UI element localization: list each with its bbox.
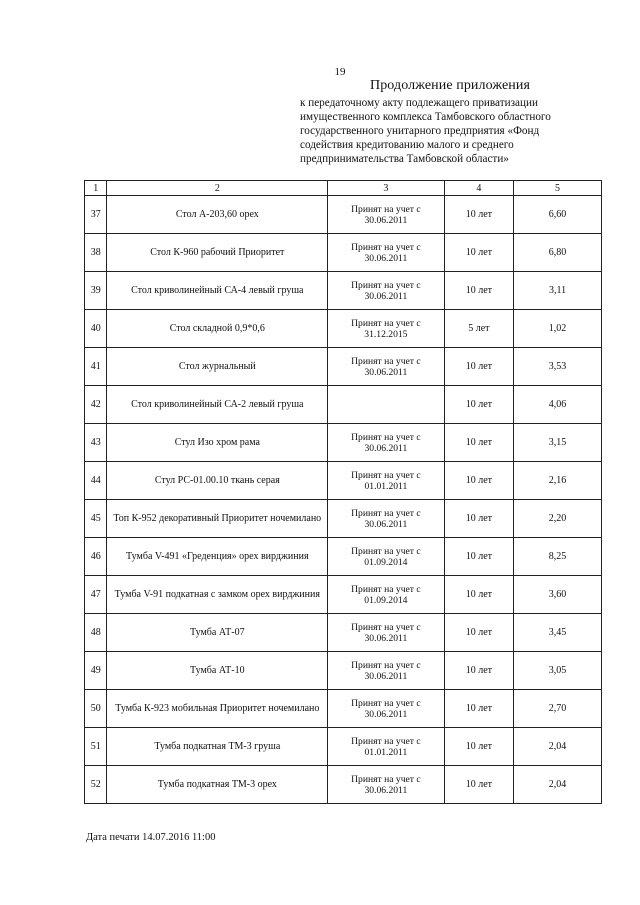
registration-date: 30.06.2011: [364, 214, 408, 226]
table-row: [85, 234, 602, 272]
item-name: Стол криволинейный СА-4 левый груша: [107, 272, 328, 310]
useful-life: 10 лет: [444, 690, 513, 728]
registration-cell: [328, 652, 444, 690]
item-value: 2,04: [514, 728, 602, 766]
item-value: 8,25: [514, 538, 602, 576]
item-name: Тумба АТ-10: [107, 652, 328, 690]
registration-date: 30.06.2011: [364, 708, 408, 720]
registration-date: 30.06.2011: [364, 784, 408, 796]
row-number: 37: [85, 196, 107, 234]
column-header: 5: [514, 181, 602, 196]
registration-status: Принят на учет с: [351, 659, 421, 671]
table-row: [85, 310, 602, 348]
registration-date: 30.06.2011: [364, 290, 408, 302]
registration-status: Принят на учет с: [351, 469, 421, 481]
registration-cell: [328, 500, 444, 538]
table-body: [85, 196, 602, 804]
useful-life: 10 лет: [444, 348, 513, 386]
item-name: Стул Изо хром рама: [107, 424, 328, 462]
item-value: 3,60: [514, 576, 602, 614]
registration-date: 30.06.2011: [364, 252, 408, 264]
useful-life: 10 лет: [444, 500, 513, 538]
page-number: 19: [334, 66, 346, 78]
item-name: Тумба АТ-07: [107, 614, 328, 652]
table-row: [85, 196, 602, 234]
column-header: 1: [85, 181, 107, 196]
useful-life: 10 лет: [444, 576, 513, 614]
item-name: Стол криволинейный СА-2 левый груша: [107, 386, 328, 424]
item-name: Тумба подкатная ТМ-3 груша: [107, 728, 328, 766]
registration-cell: [328, 310, 444, 348]
useful-life: 10 лет: [444, 538, 513, 576]
column-header: 3: [328, 181, 444, 196]
row-number: 40: [85, 310, 107, 348]
item-name: Стол журнальный: [107, 348, 328, 386]
header-line: государственного унитарного предприятия «Фонд: [300, 125, 540, 137]
table-row: [85, 500, 602, 538]
item-value: 3,53: [514, 348, 602, 386]
useful-life: 5 лет: [444, 310, 513, 348]
item-value: 3,15: [514, 424, 602, 462]
item-value: 2,20: [514, 500, 602, 538]
useful-life: 10 лет: [444, 272, 513, 310]
asset-table: [84, 180, 602, 804]
table-row: [85, 728, 602, 766]
useful-life: 10 лет: [444, 386, 513, 424]
registration-status: Принят на учет с: [351, 621, 421, 633]
item-name: Стол К-960 рабочий Приоритет: [107, 234, 328, 272]
table-row: [85, 652, 602, 690]
item-value: 2,16: [514, 462, 602, 500]
table-row: [85, 386, 602, 424]
table-row: [85, 614, 602, 652]
row-number: 51: [85, 728, 107, 766]
item-value: 2,70: [514, 690, 602, 728]
item-name: Тумба К-923 мобильная Приоритет ночемилано: [107, 690, 328, 728]
registration-status: Принят на учет с: [351, 697, 421, 709]
item-name: Топ К-952 декоративный Приоритет ночемилано: [107, 500, 328, 538]
useful-life: 10 лет: [444, 234, 513, 272]
registration-status: Принят на учет с: [351, 545, 421, 557]
registration-status: Принят на учет с: [351, 317, 421, 329]
item-value: 3,05: [514, 652, 602, 690]
registration-date: 30.06.2011: [364, 442, 408, 454]
registration-cell: [328, 272, 444, 310]
item-value: 3,11: [514, 272, 602, 310]
registration-cell: [328, 386, 444, 424]
item-name: Стол А-203,60 орех: [107, 196, 328, 234]
registration-cell: [328, 424, 444, 462]
header-line: предпринимательства Тамбовской области»: [300, 153, 509, 165]
item-value: 6,60: [514, 196, 602, 234]
registration-date: 01.09.2014: [364, 556, 408, 568]
item-value: 2,04: [514, 766, 602, 804]
row-number: 48: [85, 614, 107, 652]
table-row: [85, 424, 602, 462]
registration-cell: [328, 614, 444, 652]
registration-status: Принят на учет с: [351, 355, 421, 367]
row-number: 39: [85, 272, 107, 310]
registration-cell: [328, 234, 444, 272]
registration-cell: [328, 196, 444, 234]
registration-date: 01.01.2011: [364, 746, 408, 758]
useful-life: 10 лет: [444, 652, 513, 690]
table-row: [85, 538, 602, 576]
registration-status: Принят на учет с: [351, 773, 421, 785]
item-name: Тумба подкатная ТМ-3 орех: [107, 766, 328, 804]
table-row: [85, 462, 602, 500]
useful-life: 10 лет: [444, 614, 513, 652]
registration-cell: [328, 728, 444, 766]
item-value: 3,45: [514, 614, 602, 652]
row-number: 38: [85, 234, 107, 272]
registration-date: 01.01.2011: [364, 480, 408, 492]
item-value: 4,06: [514, 386, 602, 424]
registration-date: 30.06.2011: [364, 366, 408, 378]
registration-status: Принят на учет с: [351, 507, 421, 519]
item-value: 1,02: [514, 310, 602, 348]
useful-life: 10 лет: [444, 766, 513, 804]
registration-date: 01.09.2014: [364, 594, 408, 606]
useful-life: 10 лет: [444, 728, 513, 766]
registration-cell: [328, 690, 444, 728]
table-header-row: [85, 181, 602, 196]
table-row: [85, 576, 602, 614]
useful-life: 10 лет: [444, 196, 513, 234]
registration-cell: [328, 348, 444, 386]
registration-date: 31.12.2015: [364, 328, 408, 340]
item-value: 6,80: [514, 234, 602, 272]
column-header: 2: [107, 181, 328, 196]
item-name: Тумба V-491 «Греденция» орех вирджиния: [107, 538, 328, 576]
row-number: 50: [85, 690, 107, 728]
registration-status: Принят на учет с: [351, 735, 421, 747]
row-number: 46: [85, 538, 107, 576]
registration-cell: [328, 576, 444, 614]
row-number: 49: [85, 652, 107, 690]
registration-date: 30.06.2011: [364, 670, 408, 682]
appendix-header: [300, 78, 600, 166]
table-row: [85, 272, 602, 310]
item-name: Стул РС-01.00.10 ткань серая: [107, 462, 328, 500]
row-number: 52: [85, 766, 107, 804]
header-line: содействия кредитованию малого и среднего: [300, 139, 514, 151]
header-line: к передаточному акту подлежащего приватизации: [300, 97, 538, 109]
table-row: [85, 348, 602, 386]
row-number: 44: [85, 462, 107, 500]
row-number: 47: [85, 576, 107, 614]
useful-life: 10 лет: [444, 462, 513, 500]
row-number: 42: [85, 386, 107, 424]
row-number: 43: [85, 424, 107, 462]
row-number: 45: [85, 500, 107, 538]
registration-status: Принят на учет с: [351, 203, 421, 215]
registration-status: Принят на учет с: [351, 431, 421, 443]
item-name: Тумба V-91 подкатная с замком орех вирджиния: [107, 576, 328, 614]
registration-date: 30.06.2011: [364, 632, 408, 644]
registration-status: Принят на учет с: [351, 279, 421, 291]
item-name: Стол складной 0,9*0,6: [107, 310, 328, 348]
registration-status: Принят на учет с: [351, 241, 421, 253]
registration-status: Принят на учет с: [351, 583, 421, 595]
column-header: 4: [444, 181, 513, 196]
useful-life: 10 лет: [444, 424, 513, 462]
print-date: Дата печати 14.07.2016 11:00: [86, 832, 216, 843]
row-number: 41: [85, 348, 107, 386]
table-row: [85, 690, 602, 728]
appendix-title: Продолжение приложения: [370, 78, 530, 93]
registration-date: 30.06.2011: [364, 518, 408, 530]
header-line: имущественного комплекса Тамбовского областного: [300, 111, 551, 123]
registration-cell: [328, 766, 444, 804]
registration-cell: [328, 538, 444, 576]
registration-cell: [328, 462, 444, 500]
table-row: [85, 766, 602, 804]
